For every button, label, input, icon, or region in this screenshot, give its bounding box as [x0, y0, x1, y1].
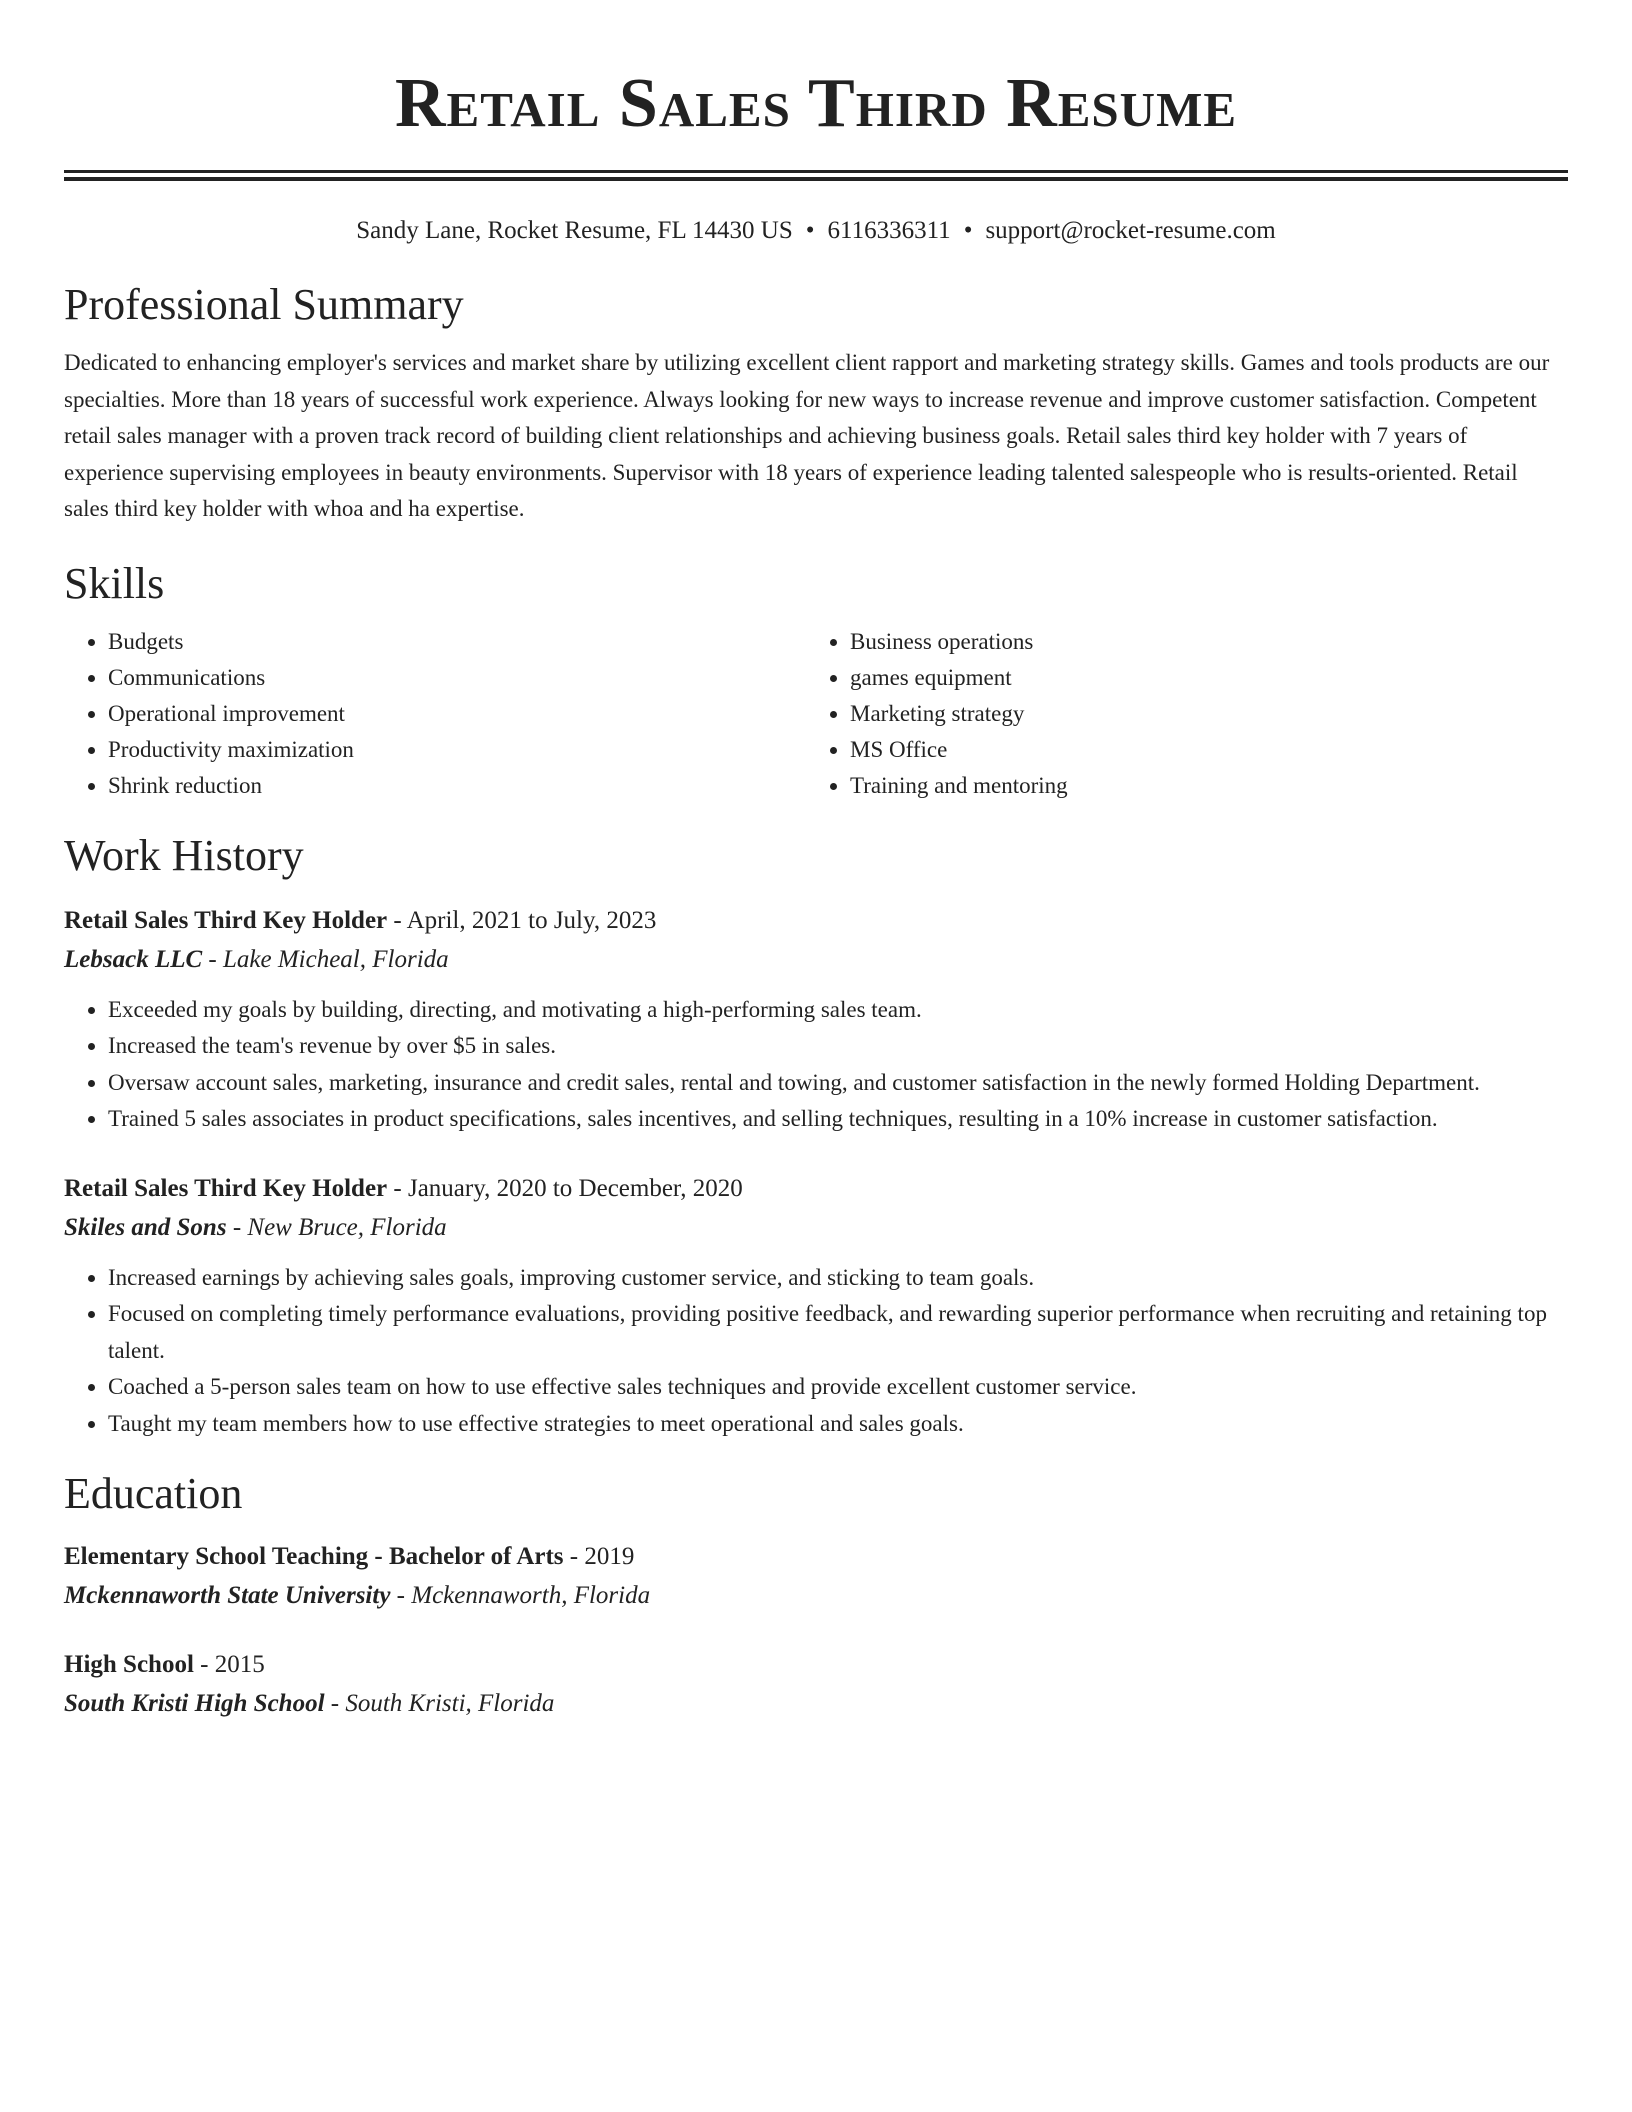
degree-line [64, 1646, 1568, 1684]
job-bullet: • Focused on completing timely performance evaluations, providing positive feedback, and rewarding superior performance when recruiting and retaining top talent. [108, 1296, 1568, 1369]
company-name: Skiles and Sons [64, 1213, 227, 1241]
job-title: Retail Sales Third Key Holder [64, 1174, 388, 1202]
contact-email: support@rocket-resume.com [985, 217, 1276, 244]
skill-item: • Budgets [108, 624, 806, 660]
summary-heading: Professional Summary [64, 280, 464, 329]
graduation-year: - 2019 [563, 1543, 635, 1570]
job-bullet: • Oversaw account sales, marketing, insurance and credit sales, rental and towing, and customer satisfaction in the newly formed Holding Department. [108, 1065, 1568, 1102]
job-entry [64, 902, 1568, 1138]
skill-item: • games equipment [850, 660, 1548, 696]
job-title-line [64, 1170, 1568, 1208]
education-entry [64, 1646, 1568, 1724]
job-bullets [64, 1260, 1568, 1443]
contact-phone: 6116336311 [827, 217, 951, 244]
degree: Elementary School Teaching - Bachelor of Arts [64, 1543, 564, 1570]
skill-item: • Communications [108, 660, 806, 696]
skills-heading: Skills [64, 558, 165, 608]
school-location: - South Kristi, Florida [324, 1690, 555, 1717]
skill-item: • Marketing strategy [850, 696, 1548, 732]
contact-separator: • [805, 217, 815, 244]
contact-line [64, 215, 1568, 247]
school-name: Mckennaworth State University [64, 1582, 391, 1609]
job-bullet: • Coached a 5-person sales team on how to use effective sales techniques and provide excellent customer service. [108, 1369, 1568, 1406]
company-line [64, 940, 1568, 980]
skills-list-right [806, 624, 1548, 804]
job-bullet: • Increased earnings by achieving sales goals, improving customer service, and sticking to team goals. [108, 1260, 1568, 1297]
job-title: Retail Sales Third Key Holder [64, 906, 388, 934]
education-entry [64, 1538, 1568, 1616]
skill-item: • Training and mentoring [850, 768, 1548, 804]
job-dates: - April, 2021 to July, 2023 [387, 906, 657, 934]
summary-text: Dedicated to enhancing employer's services and market share by utilizing excellent client rapport and marketing strategy skills. Games and tools products are our specialties. More than 18 years of successful work experience. Always looking for new ways to increase revenue and improve customer satisfaction. Competent retail sales manager with a proven track record of building client relationships and achieving business goals. Retail sales third key holder with 7 years of experience supervising employees in beauty environments. Supervisor with 18 years of experience leading talented salespeople who is results-oriented. Retail sales third key holder with whoa and ha expertise. [64, 350, 1550, 521]
job-bullet: • Exceeded my goals by building, directing, and motivating a high-performing sales team. [108, 992, 1568, 1029]
skill-item: • Productivity maximization [108, 732, 806, 768]
job-bullet: • Trained 5 sales associates in product specifications, sales incentives, and selling techniques, resulting in a 10% increase in customer satisfaction. [108, 1101, 1568, 1138]
resume-title: Retail Sales Third Resume [394, 65, 1238, 142]
job-entry [64, 1170, 1568, 1443]
degree: High School [64, 1651, 194, 1678]
company-name: Lebsack LLC [64, 945, 203, 973]
company-line [64, 1208, 1568, 1248]
company-location: - New Bruce, Florida [226, 1213, 447, 1241]
job-dates: - January, 2020 to December, 2020 [387, 1174, 743, 1202]
contact-address: Sandy Lane, Rocket Resume, FL 14430 US [356, 217, 793, 244]
job-bullet: • Taught my team members how to use effective strategies to meet operational and sales goals. [108, 1406, 1568, 1443]
title-double-rule [64, 170, 1568, 181]
work-history-heading: Work History [64, 830, 304, 880]
school-line [64, 1576, 1568, 1616]
skill-item: • Business operations [850, 624, 1548, 660]
skill-item: • MS Office [850, 732, 1548, 768]
job-title-line [64, 902, 1568, 940]
company-location: - Lake Micheal, Florida [202, 945, 449, 973]
school-location: - Mckennaworth, Florida [390, 1582, 651, 1609]
skills-columns [64, 624, 1568, 804]
skill-item: • Shrink reduction [108, 768, 806, 804]
school-line [64, 1684, 1568, 1724]
job-bullets [64, 992, 1568, 1138]
graduation-year: - 2015 [193, 1651, 265, 1678]
education-heading: Education [64, 1469, 243, 1518]
skill-item: • Operational improvement [108, 696, 806, 732]
skills-list-left [64, 624, 806, 804]
school-name: South Kristi High School [64, 1690, 325, 1717]
degree-line [64, 1538, 1568, 1576]
contact-separator: • [963, 217, 973, 244]
job-bullet: • Increased the team's revenue by over $5 in sales. [108, 1028, 1568, 1065]
